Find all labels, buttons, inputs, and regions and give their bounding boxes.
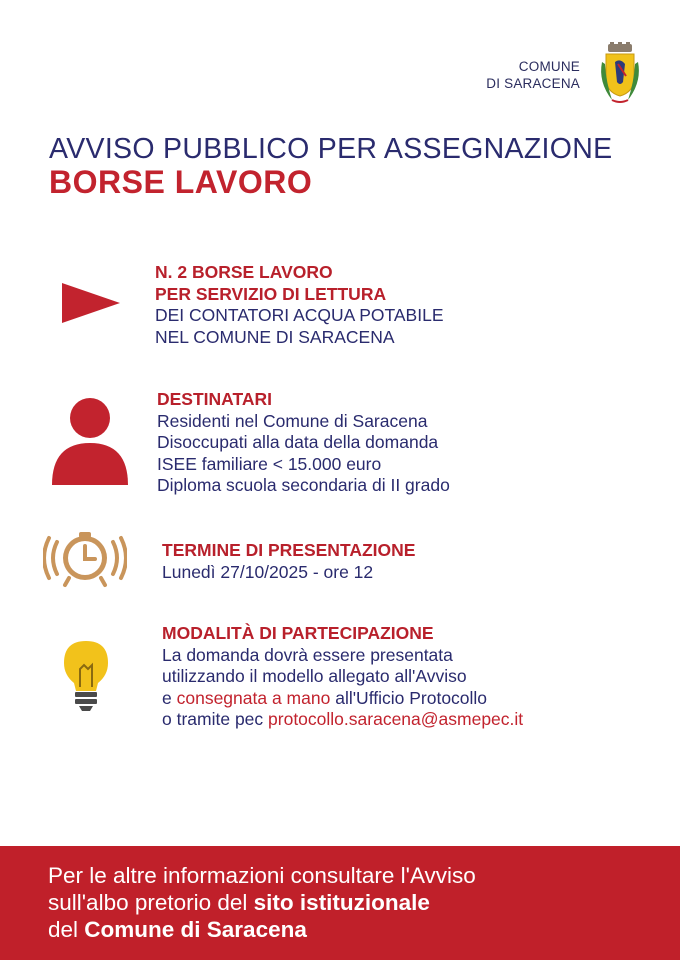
alarm-clock-icon <box>43 528 127 588</box>
footer-line-2-pre: sull'albo pretorio del <box>48 890 254 915</box>
participation-line-3-pre: e <box>162 687 177 708</box>
title-line-1: AVVISO PUBBLICO PER ASSEGNAZIONE <box>49 133 613 165</box>
participation-section <box>162 623 523 731</box>
positions-line-1: DEI CONTATORI ACQUA POTABILE <box>155 305 444 325</box>
municipality-line-1: COMUNE <box>518 59 580 74</box>
triangle-arrow-icon <box>60 281 122 325</box>
recipient-item: ISEE familiare < 15.000 euro <box>157 453 382 474</box>
title-line-2: BORSE LAVORO <box>49 164 313 200</box>
participation-line-1: La domanda dovrà essere presentata <box>162 644 453 665</box>
participation-line-4 <box>162 709 523 731</box>
municipality-line-2: DI SARACENA <box>486 76 580 91</box>
recipient-item: Diploma scuola secondaria di II grado <box>157 475 450 495</box>
municipality-bold-text: Comune di Saracena <box>84 917 307 942</box>
deadline-section <box>162 540 415 583</box>
participation-line-3 <box>162 688 523 710</box>
recipient-item: Residenti nel Comune di Saracena <box>157 410 428 431</box>
positions-heading-2: PER SERVIZIO DI LETTURA <box>155 283 387 304</box>
footer-line-3-pre: del <box>48 917 85 942</box>
deadline-heading: TERMINE DI PRESENTAZIONE <box>162 540 416 560</box>
recipients-section <box>157 389 450 497</box>
footer-line-1: Per le altre informazioni consultare l'Avviso <box>48 863 476 888</box>
deadline-date: Lunedì 27/10/2025 - ore 12 <box>162 561 374 582</box>
participation-line-3-post: all'Ufficio Protocollo <box>330 687 488 708</box>
recipients-heading: DESTINATARI <box>157 389 273 409</box>
participation-line-4-pre: o tramite pec <box>162 709 269 729</box>
municipality-name <box>486 58 580 92</box>
recipient-item: Disoccupati alla data della domanda <box>157 432 439 452</box>
official-site-text: sito istituzionale <box>253 890 430 915</box>
footer-text <box>48 862 476 943</box>
footer-line-2 <box>48 889 476 916</box>
light-bulb-icon <box>60 639 112 713</box>
hand-delivery-text: consegnata a mano <box>176 687 331 708</box>
participation-line-2: utilizzando il modello allegato all'Avviso <box>162 666 467 686</box>
pec-email-link[interactable]: protocollo.saracena@asmepec.it <box>268 709 524 729</box>
positions-heading-1: N. 2 BORSE LAVORO <box>155 262 333 282</box>
participation-heading: MODALITÀ DI PARTECIPAZIONE <box>162 623 434 643</box>
person-icon <box>50 397 130 487</box>
positions-section <box>155 262 444 348</box>
positions-line-2: NEL COMUNE DI SARACENA <box>155 326 395 347</box>
coat-of-arms-icon <box>596 42 644 106</box>
footer-line-3 <box>48 916 476 943</box>
